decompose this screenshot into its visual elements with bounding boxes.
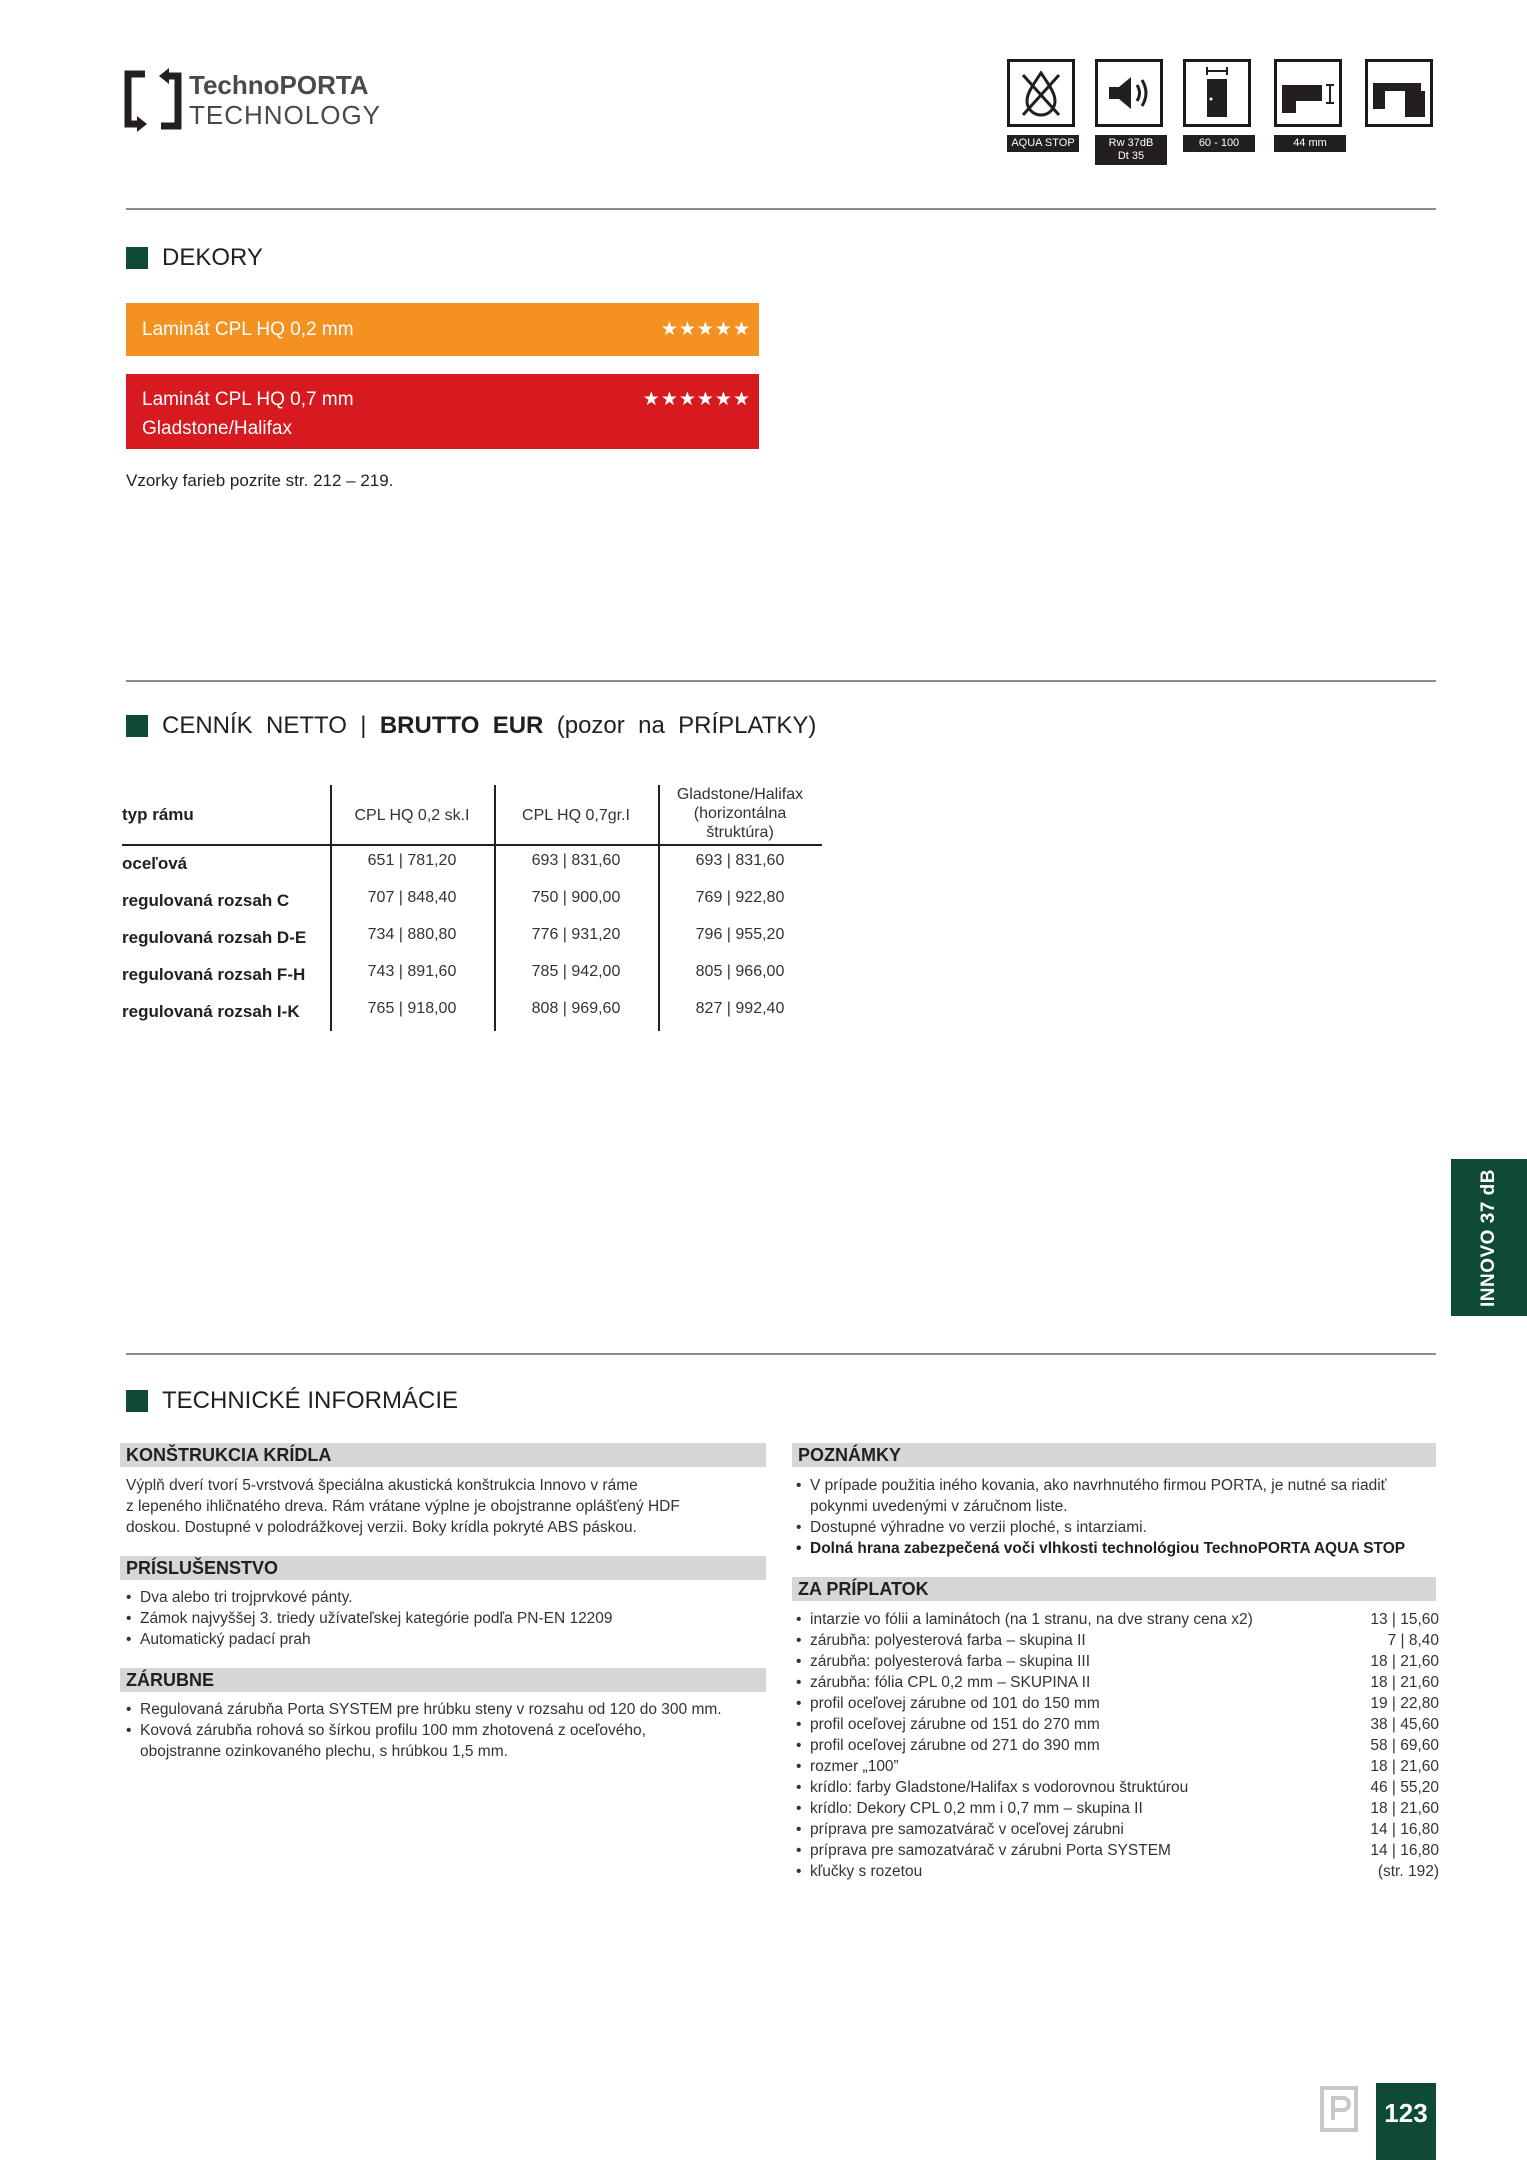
- surcharge-item: [796, 1693, 1439, 1714]
- construction-text: [126, 1475, 766, 1538]
- feature-width: [1183, 59, 1255, 152]
- decor-bar-sublabel: Gladstone/Halifax: [142, 418, 292, 439]
- surcharge-item: [796, 1840, 1439, 1861]
- construction-line: z lepeného ihličnatého dreva. Rám vrátane výplne je obojstranne oplášťený HDF: [126, 1498, 680, 1515]
- table-vline: [330, 785, 332, 1031]
- list-item: • Automatický padací prah: [126, 1629, 766, 1650]
- feature-label-width: 60 - 100: [1183, 135, 1255, 152]
- color-samples-note: Vzorky farieb pozrite str. 212 – 219.: [126, 471, 394, 490]
- header-frame-type: typ rámu: [122, 805, 194, 824]
- dekory-title: DEKORY: [162, 244, 263, 271]
- price-cell: 827 | 992,40: [695, 1000, 785, 1017]
- list-item-line: • Kovová zárubňa rohová so šírkou profilu 100 mm zhotovená z oceľového,: [140, 1722, 646, 1739]
- price-cell: 743 | 891,60: [367, 963, 457, 980]
- surcharge-item: [796, 1777, 1439, 1798]
- header-col-gladstone: [660, 785, 820, 842]
- tech-divider: [126, 1353, 1436, 1355]
- header-col-gladstone-line3: štruktúra): [706, 824, 774, 841]
- surcharge-item: [796, 1651, 1439, 1672]
- pricelist-title-netto: CENNÍK NETTO |: [162, 712, 380, 739]
- surcharge-item-price: 13 | 15,60: [1370, 1611, 1439, 1628]
- table-vline: [658, 785, 660, 1031]
- pricelist-title-note: (pozor na PRÍPLATKY): [543, 712, 817, 739]
- row-label: regulovaná rozsah F-H: [122, 965, 306, 984]
- frames-list: [126, 1699, 766, 1762]
- price-cell: 734 | 880,80: [367, 926, 457, 943]
- aqua-stop-icon: [1013, 65, 1069, 121]
- porta-mark-icon: [1320, 2086, 1358, 2132]
- surcharge-item-price: 38 | 45,60: [1370, 1716, 1439, 1733]
- price-cell: 769 | 922,80: [695, 889, 785, 906]
- header-col-gladstone-line2: (horizontálna: [693, 805, 787, 822]
- surcharge-item-price: 18 | 21,60: [1370, 1758, 1439, 1775]
- surcharge-item-name: • profil oceľovej zárubne od 271 do 390 mm: [810, 1737, 1100, 1754]
- brand-subtitle: TECHNOLOGY: [189, 100, 382, 130]
- list-item: • Regulovaná zárubňa Porta SYSTEM pre hrúbku steny v rozsahu od 120 do 300 mm.: [126, 1699, 766, 1720]
- feature-label-thickness: 44 mm: [1274, 135, 1346, 152]
- construction-heading: KONŠTRUKCIA KRÍDLA: [120, 1443, 766, 1467]
- price-cell: 805 | 966,00: [695, 963, 785, 980]
- surcharge-item-price: 14 | 16,80: [1370, 1842, 1439, 1859]
- price-divider: [126, 680, 1436, 682]
- rating-stars-icon: ★★★★★★: [642, 389, 751, 410]
- price-cell: 750 | 900,00: [531, 889, 621, 906]
- list-item: • Dva alebo tri trojprvkové pánty.: [126, 1587, 766, 1608]
- row-label: regulovaná rozsah I-K: [122, 1002, 300, 1021]
- page-number: 123: [1376, 2083, 1436, 2160]
- door-flush-icon: [1371, 65, 1427, 121]
- side-tab: [1451, 1159, 1527, 1316]
- section-square-icon: [126, 247, 148, 269]
- surcharge-item-name: • profil oceľovej zárubne od 101 do 150 mm: [810, 1695, 1100, 1712]
- feature-flush: [1365, 59, 1437, 127]
- price-cell: 785 | 942,00: [531, 963, 621, 980]
- surcharge-item-price: 7 | 8,40: [1387, 1632, 1439, 1649]
- surcharge-item: [796, 1630, 1439, 1651]
- surcharge-item-name: • príprava pre samozatvárač v zárubni Porta SYSTEM: [810, 1842, 1171, 1859]
- surcharge-item-name: • príprava pre samozatvárač v oceľovej zárubni: [810, 1821, 1124, 1838]
- header-col-cpl07: CPL HQ 0,7gr.I: [522, 807, 630, 824]
- pricelist-title-brutto: BRUTTO EUR: [379, 712, 544, 739]
- list-item: • Dolná hrana zabezpečená voči vlhkosti technológiou TechnoPORTA AQUA STOP: [796, 1538, 1436, 1559]
- sound-insulation-icon: [1101, 65, 1157, 121]
- decor-bar-label: Laminát CPL HQ 0,2 mm: [142, 319, 354, 340]
- section-square-icon: [126, 1390, 148, 1412]
- surcharge-item-name: • rozmer „100”: [810, 1758, 899, 1775]
- list-item-line: pokynmi uvedenými v záručnom liste.: [810, 1498, 1068, 1515]
- accessories-list: [126, 1587, 766, 1650]
- price-cell: 707 | 848,40: [367, 889, 457, 906]
- feature-thickness: [1274, 59, 1346, 152]
- surcharge-item-price: 18 | 21,60: [1370, 1800, 1439, 1817]
- header-col-cpl02: CPL HQ 0,2 sk.I: [354, 807, 470, 824]
- row-label: oceľová: [122, 854, 188, 873]
- row-label: regulovaná rozsah D-E: [122, 928, 307, 947]
- brand-name: TechnoPORTA: [189, 70, 369, 100]
- list-item-line: • V prípade použitia iného kovania, ako navrhnutého firmou PORTA, je nutné sa riadiť: [810, 1477, 1387, 1494]
- surcharge-item-name: • kľučky s rozetou: [810, 1863, 923, 1880]
- surcharge-item: [796, 1798, 1439, 1819]
- surcharge-item: [796, 1756, 1439, 1777]
- construction-line: doskou. Dostupné v polodrážkovej verzii. Boky krídla pokryté ABS páskou.: [126, 1519, 637, 1536]
- rating-stars-icon: ★★★★★: [660, 319, 751, 340]
- decor-bar-label: Laminát CPL HQ 0,7 mm: [142, 389, 354, 410]
- top-divider: [126, 208, 1436, 210]
- feature-aqua-stop: [1007, 59, 1079, 152]
- row-label: regulovaná rozsah C: [122, 891, 290, 910]
- list-item: • Zámok najvyššej 3. triedy užívateľskej kategórie podľa PN-EN 12209: [126, 1608, 766, 1629]
- side-tab-label: INNOVO 37 dB: [1478, 1168, 1499, 1307]
- notes-heading: POZNÁMKY: [792, 1443, 1436, 1467]
- brand-logo: [123, 64, 383, 136]
- price-cell: 808 | 969,60: [531, 1000, 621, 1017]
- surcharge-heading: ZA PRÍPLATOK: [792, 1577, 1436, 1601]
- tech-title: TECHNICKÉ INFORMÁCIE: [162, 1387, 459, 1414]
- pricelist-heading: [126, 713, 816, 739]
- surcharge-item-price: 14 | 16,80: [1370, 1821, 1439, 1838]
- surcharge-item-price: 18 | 21,60: [1370, 1653, 1439, 1670]
- surcharge-item: [796, 1672, 1439, 1693]
- section-square-icon: [126, 715, 148, 737]
- surcharge-item-price: 18 | 21,60: [1370, 1674, 1439, 1691]
- frames-heading: ZÁRUBNE: [120, 1668, 766, 1692]
- feature-label-sound: Rw 37dB Dt 35: [1095, 135, 1167, 165]
- table-header-rule: [122, 844, 822, 846]
- surcharge-item-name: • zárubňa: fólia CPL 0,2 mm – SKUPINA II: [810, 1674, 1091, 1691]
- surcharge-item-price: 46 | 55,20: [1370, 1779, 1439, 1796]
- surcharge-item-price: 58 | 69,60: [1370, 1737, 1439, 1754]
- surcharge-item: [796, 1609, 1439, 1630]
- construction-line: Výplň dverí tvorí 5-vrstvová špeciálna akustická konštrukcia Innovo v ráme: [126, 1477, 638, 1494]
- surcharge-item-name: • krídlo: Dekory CPL 0,2 mm i 0,7 mm – skupina II: [810, 1800, 1143, 1817]
- accessories-heading: PRÍSLUŠENSTVO: [120, 1556, 766, 1580]
- price-cell: 776 | 931,20: [531, 926, 621, 943]
- price-cell: 651 | 781,20: [367, 852, 457, 869]
- door-thickness-icon: [1280, 65, 1336, 121]
- dekory-heading: [126, 245, 263, 271]
- door-width-icon: [1189, 65, 1245, 121]
- surcharge-item-price: 19 | 22,80: [1370, 1695, 1439, 1712]
- list-item: [126, 1720, 766, 1762]
- technoporta-logo-icon: [123, 66, 183, 134]
- surcharge-item: [796, 1819, 1439, 1840]
- surcharge-item: [796, 1735, 1439, 1756]
- surcharge-item-name: • krídlo: farby Gladstone/Halifax s vodorovnou štruktúrou: [810, 1779, 1189, 1796]
- price-cell: 693 | 831,60: [531, 852, 621, 869]
- surcharge-item-name: • zárubňa: polyesterová farba – skupina II: [810, 1632, 1086, 1649]
- list-item: [796, 1475, 1436, 1517]
- decor-bar-cpl-07: [126, 374, 759, 449]
- decor-bar-cpl-02: [126, 303, 759, 356]
- price-cell: 796 | 955,20: [695, 926, 785, 943]
- surcharge-list: [796, 1609, 1439, 1882]
- surcharge-item-name: • intarzie vo fólii a laminátoch (na 1 stranu, na dve strany cena x2): [810, 1611, 1253, 1628]
- surcharge-item: [796, 1861, 1439, 1882]
- surcharge-item: [796, 1714, 1439, 1735]
- tech-heading: [126, 1388, 458, 1414]
- list-item-line: obojstranne ozinkovaného plechu, s hrúbkou 1,5 mm.: [140, 1743, 508, 1760]
- feature-label-aqua-stop: AQUA STOP: [1007, 135, 1079, 152]
- price-cell: 765 | 918,00: [367, 1000, 457, 1017]
- surcharge-item-price: (str. 192): [1377, 1863, 1439, 1880]
- table-vline: [494, 785, 496, 1031]
- price-cell: 693 | 831,60: [695, 852, 785, 869]
- header-col-gladstone-line1: Gladstone/Halifax: [676, 786, 804, 803]
- notes-list: [796, 1475, 1436, 1559]
- surcharge-item-name: • profil oceľovej zárubne od 151 do 270 mm: [810, 1716, 1100, 1733]
- surcharge-item-name: • zárubňa: polyesterová farba – skupina III: [810, 1653, 1091, 1670]
- list-item: • Dostupné výhradne vo verzii ploché, s intarziami.: [796, 1517, 1436, 1538]
- feature-sound: [1095, 59, 1167, 165]
